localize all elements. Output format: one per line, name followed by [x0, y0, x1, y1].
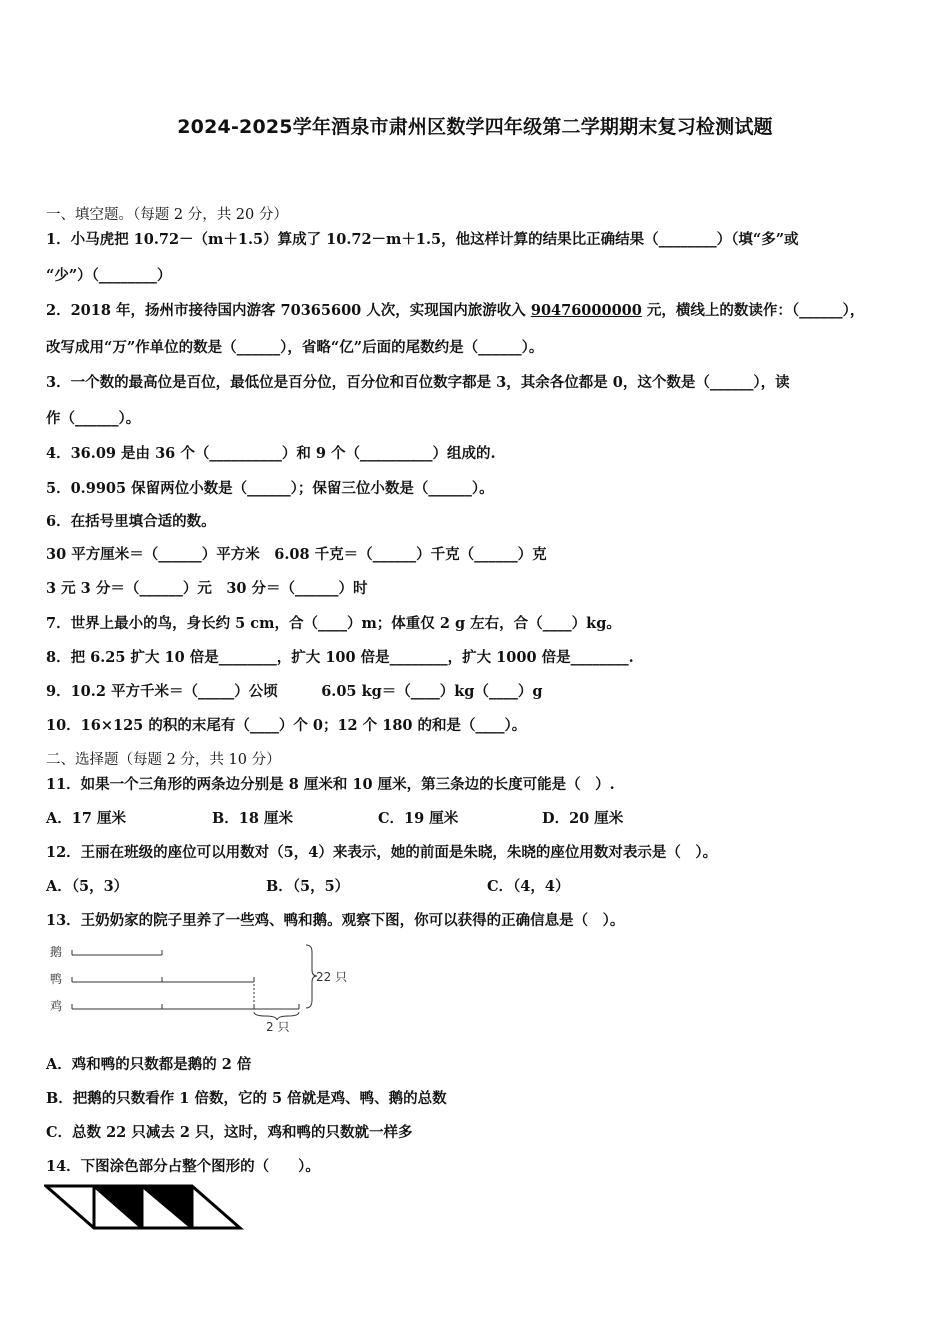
section-heading-choice: 二、选择题（每题 2 分，共 10 分）	[46, 752, 281, 768]
option-b: B．18 厘米	[212, 810, 293, 827]
page-title: 2024-2025学年酒泉市肃州区数学四年级第二学期期末复习检测试题	[177, 116, 773, 138]
question-2-text-a: 2．2018 年，扬州市接待国内游客 70365600 人次，实现国内旅游收入	[46, 302, 531, 319]
question-12-stem: 12．王丽在班级的座位可以用数对（5，4）来表示，她的前面是朱晓，朱晓的座位用数对表示是（ ）。	[46, 844, 718, 861]
question-2-text-b: 元，横线上的数读作：（______），	[641, 302, 865, 319]
question-13-stem: 13．王奶奶家的院子里养了一些鸡、鸭和鹅。观察下图，你可以获得的正确信息是（ ）。	[46, 912, 625, 929]
shaded-parallelogram-figure	[44, 1182, 246, 1232]
chicken-label: 鸡	[50, 999, 63, 1013]
question-1-line-2: “少”）（________）	[46, 267, 172, 284]
duck-label: 鸭	[50, 972, 63, 986]
question-7: 7．世界上最小的鸟，身长约 5 cm，合（____）m；体重仅 2 g 左右，合（____）kg。	[46, 615, 621, 632]
question-6-line-1: 6．在括号里填合适的数。	[46, 513, 216, 530]
extra-label: 2 只	[266, 1020, 290, 1034]
question-4: 4．36.09 是由 36 个（__________）和 9 个（__________）组成的.	[46, 445, 496, 462]
option-d: D．20 厘米	[542, 810, 624, 827]
option-a: A．（5，3）	[46, 878, 129, 895]
question-11-options	[46, 807, 623, 828]
question-6-line-3: 3 元 3 分＝（______）元 30 分＝（______）时	[46, 580, 368, 597]
option-c: C．19 厘米	[378, 810, 459, 827]
extra-brace	[254, 1012, 299, 1020]
question-13-option-a: A．鸡和鸭的只数都是鹅的 2 倍	[46, 1056, 252, 1073]
question-3-line-2: 作（______）。	[46, 410, 141, 427]
question-14-stem: 14．下图涂色部分占整个图形的（ ）。	[46, 1158, 320, 1175]
question-12-options	[46, 875, 569, 896]
section-heading-fill: 一、填空题。（每题 2 分，共 20 分）	[46, 207, 288, 223]
total-brace	[306, 945, 317, 1008]
option-a: A．17 厘米	[46, 810, 126, 827]
total-label: 22 只	[316, 970, 348, 984]
question-13-option-b: B．把鹅的只数看作 1 倍数，它的 5 倍就是鸡、鸭、鹅的总数	[46, 1090, 447, 1107]
option-c: C．（4，4）	[487, 878, 570, 895]
question-10: 10．16×125 的积的末尾有（____）个 0；12 个 180 的和是（____）。	[46, 717, 527, 734]
question-8: 8．把 6.25 扩大 10 倍是________，扩大 100 倍是________，扩大 1000 倍是________.	[46, 649, 634, 666]
option-b: B．（5，5）	[266, 878, 350, 895]
question-2-line-1	[46, 299, 864, 320]
question-11-stem: 11．如果一个三角形的两条边分别是 8 厘米和 10 厘米，第三条边的长度可能是（ ）.	[46, 776, 615, 793]
goose-label: 鹅	[50, 945, 63, 959]
question-5: 5．0.9905 保留两位小数是（______）；保留三位小数是（______）。	[46, 480, 494, 497]
question-1-line-1: 1．小马虎把 10.72－（m＋1.5）算成了 10.72－m＋1.5，他这样计算的结果比正确结果（________）（填“多”或	[46, 231, 799, 248]
question-6-line-2: 30 平方厘米＝（______）平方米 6.08 千克＝（______）千克（______）克	[46, 546, 547, 563]
question-2-line-2: 改写成用“万”作单位的数是（______），省略“亿”后面的尾数约是（______）。	[46, 339, 544, 356]
line-segment-diagram	[44, 938, 364, 1038]
question-2-underlined-number: 90476000000	[530, 302, 642, 319]
question-13-option-c: C．总数 22 只减去 2 只，这时，鸡和鸭的只数就一样多	[46, 1124, 413, 1141]
question-3-line-1: 3．一个数的最高位是百位，最低位是百分位，百分位和百位数字都是 3，其余各位都是 0，这个数是（______），读	[46, 374, 790, 391]
question-9: 9．10.2 平方千米＝（_____）公顷 6.05 kg＝（____）kg（____）g	[46, 683, 543, 700]
